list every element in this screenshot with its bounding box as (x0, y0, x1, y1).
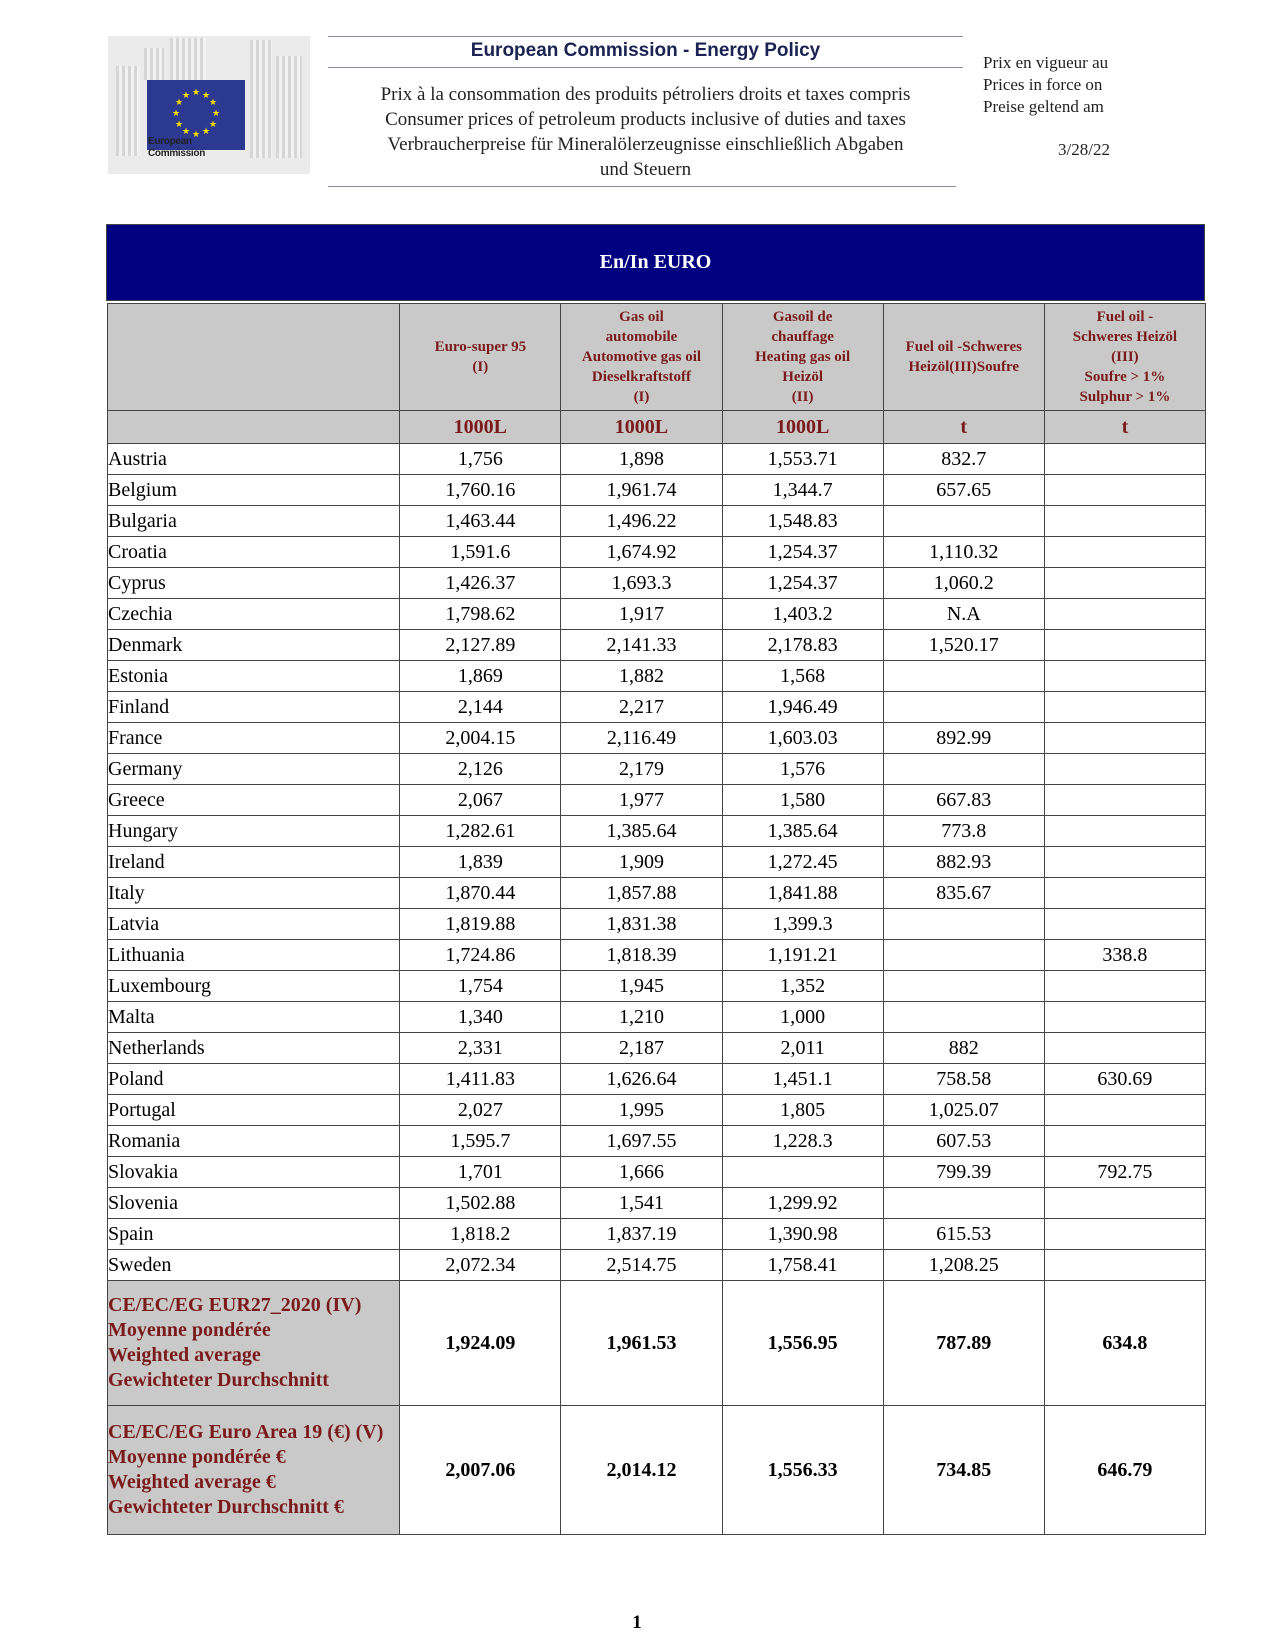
price-cell (1044, 1002, 1205, 1033)
eu27-average-label: CE/EC/EG EUR27_2020 (IV) Moyenne pondérée Weighted average Gewichteter Durchschnitt (108, 1281, 400, 1406)
price-cell: 1,724.86 (400, 940, 561, 971)
table-row (108, 444, 1206, 475)
price-cell: 1,909 (561, 847, 722, 878)
price-cell: 792.75 (1044, 1157, 1205, 1188)
country-name: Denmark (108, 630, 400, 661)
unit-label: t (883, 411, 1044, 444)
price-cell: 1,758.41 (722, 1250, 883, 1281)
country-name: Czechia (108, 599, 400, 630)
price-cell: 1,110.32 (883, 537, 1044, 568)
country-name: Italy (108, 878, 400, 909)
price-cell: 1,496.22 (561, 506, 722, 537)
average-value: 1,556.95 (722, 1281, 883, 1406)
price-cell: 2,027 (400, 1095, 561, 1126)
country-name: Latvia (108, 909, 400, 940)
price-cell (1044, 1126, 1205, 1157)
table-row (108, 1033, 1206, 1064)
price-cell: 1,352 (722, 971, 883, 1002)
price-cell: 1,272.45 (722, 847, 883, 878)
table-row (108, 1250, 1206, 1281)
country-name: Slovakia (108, 1157, 400, 1188)
price-cell: 2,141.33 (561, 630, 722, 661)
price-cell (1044, 537, 1205, 568)
table-row (108, 1064, 1206, 1095)
report-description: Prix à la consommation des produits pétroliers droits et taxes compris Consumer prices of petroleum products inclusive of duties and taxes Verbraucherpreise für Mineralölerzeugnisse einschließlich Abgaben und Steuern (380, 84, 911, 180)
price-cell: 1,399.3 (722, 909, 883, 940)
page-title: European Commission - Energy Policy (470, 40, 821, 61)
price-cell (1044, 692, 1205, 723)
price-cell: 1,818.2 (400, 1219, 561, 1250)
price-cell: 1,210 (561, 1002, 722, 1033)
table-row (108, 754, 1206, 785)
price-cell: 1,946.49 (722, 692, 883, 723)
price-cell: 1,674.92 (561, 537, 722, 568)
price-cell: 1,818.39 (561, 940, 722, 971)
price-cell: 1,819.88 (400, 909, 561, 940)
table-row (108, 940, 1206, 971)
price-cell: 758.58 (883, 1064, 1044, 1095)
country-name: Austria (108, 444, 400, 475)
average-value: 2,007.06 (400, 1406, 561, 1535)
average-value: 2,014.12 (561, 1406, 722, 1535)
country-name: Malta (108, 1002, 400, 1033)
price-cell: 1,760.16 (400, 475, 561, 506)
price-cell: 1,626.64 (561, 1064, 722, 1095)
eu-flag-icon: ★ ★ ★ ★ ★ ★ ★ ★ ★ ★ ★ ★ (147, 80, 245, 150)
price-cell: 2,187 (561, 1033, 722, 1064)
price-cell: 1,693.3 (561, 568, 722, 599)
unit-label: t (1044, 411, 1205, 444)
country-name: Bulgaria (108, 506, 400, 537)
european-commission-logo (108, 36, 310, 174)
price-cell: 1,426.37 (400, 568, 561, 599)
table-row (108, 1219, 1206, 1250)
price-cell: 1,870.44 (400, 878, 561, 909)
price-cell (1044, 878, 1205, 909)
price-cell: 657.65 (883, 475, 1044, 506)
table-row (108, 692, 1206, 723)
price-cell: 2,067 (400, 785, 561, 816)
price-cell: 832.7 (883, 444, 1044, 475)
country-name: Cyprus (108, 568, 400, 599)
price-cell (1044, 568, 1205, 599)
price-cell (1044, 1188, 1205, 1219)
price-cell: 1,385.64 (561, 816, 722, 847)
eu27-average-row (108, 1281, 1206, 1406)
table-row (108, 723, 1206, 754)
country-name: Finland (108, 692, 400, 723)
price-cell: 1,961.74 (561, 475, 722, 506)
header-rule-mid (328, 67, 963, 68)
price-cell (1044, 661, 1205, 692)
price-cell: 1,411.83 (400, 1064, 561, 1095)
price-cell: 799.39 (883, 1157, 1044, 1188)
price-cell: 607.53 (883, 1126, 1044, 1157)
price-cell: 2,217 (561, 692, 722, 723)
price-cell: 1,995 (561, 1095, 722, 1126)
price-cell: N.A (883, 599, 1044, 630)
country-name: Estonia (108, 661, 400, 692)
prices-in-force-label: Prix en vigueur au Prices in force on Preise geltend am (983, 53, 1109, 116)
table-row (108, 1188, 1206, 1219)
price-cell (1044, 785, 1205, 816)
corner-cell (108, 304, 400, 411)
price-cell (1044, 909, 1205, 940)
table-row (108, 816, 1206, 847)
country-name: Germany (108, 754, 400, 785)
price-cell (883, 692, 1044, 723)
table-row (108, 847, 1206, 878)
price-cell: 1,191.21 (722, 940, 883, 971)
table-row (108, 475, 1206, 506)
country-name: Luxembourg (108, 971, 400, 1002)
unit-label: 1000L (400, 411, 561, 444)
price-cell: 1,299.92 (722, 1188, 883, 1219)
country-name: Portugal (108, 1095, 400, 1126)
country-name: Hungary (108, 816, 400, 847)
price-cell: 2,004.15 (400, 723, 561, 754)
price-cell (883, 1002, 1044, 1033)
price-cell: 1,857.88 (561, 878, 722, 909)
price-cell (883, 661, 1044, 692)
average-value: 634.8 (1044, 1281, 1205, 1406)
price-cell: 835.67 (883, 878, 1044, 909)
price-cell: 1,882 (561, 661, 722, 692)
average-value: 646.79 (1044, 1406, 1205, 1535)
price-cell: 1,595.7 (400, 1126, 561, 1157)
header-rule-bottom (328, 186, 956, 187)
price-cell: 1,576 (722, 754, 883, 785)
price-cell (883, 754, 1044, 785)
price-cell: 1,520.17 (883, 630, 1044, 661)
column-header-fuel-oil-high-sulphur: Fuel oil - Schweres Heizöl (III) Soufre > 1% Sulphur > 1% (1044, 304, 1205, 411)
column-header-automotive-gas-oil: Gas oil automobile Automotive gas oil Dieselkraftstoff (I) (561, 304, 722, 411)
price-cell: 1,917 (561, 599, 722, 630)
column-header-fuel-oil-low-sulphur: Fuel oil -Schweres Heizöl(III)Soufre (883, 304, 1044, 411)
price-cell: 1,869 (400, 661, 561, 692)
price-cell: 1,977 (561, 785, 722, 816)
price-cell: 1,502.88 (400, 1188, 561, 1219)
price-cell: 1,568 (722, 661, 883, 692)
average-value: 787.89 (883, 1281, 1044, 1406)
price-cell: 1,697.55 (561, 1126, 722, 1157)
average-value: 1,924.09 (400, 1281, 561, 1406)
average-value: 1,961.53 (561, 1281, 722, 1406)
price-cell (1044, 754, 1205, 785)
table-row (108, 568, 1206, 599)
euro-area-average-row (108, 1406, 1206, 1535)
table-row (108, 506, 1206, 537)
price-cell: 1,839 (400, 847, 561, 878)
page-number: 1 (632, 1612, 642, 1633)
price-cell: 2,179 (561, 754, 722, 785)
price-cell (1044, 723, 1205, 754)
price-cell: 630.69 (1044, 1064, 1205, 1095)
header-rule-top (328, 36, 963, 37)
currency-banner: En/In EURO (106, 224, 1205, 301)
price-cell: 2,072.34 (400, 1250, 561, 1281)
table-row (108, 599, 1206, 630)
price-cell: 1,228.3 (722, 1126, 883, 1157)
price-cell: 2,514.75 (561, 1250, 722, 1281)
price-cell: 1,000 (722, 1002, 883, 1033)
logo-wordmark: European Commission (148, 136, 206, 159)
price-cell (722, 1157, 883, 1188)
country-name: Poland (108, 1064, 400, 1095)
table-row (108, 1126, 1206, 1157)
price-cell: 1,841.88 (722, 878, 883, 909)
price-cell: 338.8 (1044, 940, 1205, 971)
table-row (108, 1002, 1206, 1033)
country-name: Ireland (108, 847, 400, 878)
price-cell: 667.83 (883, 785, 1044, 816)
table-row (108, 785, 1206, 816)
table-row (108, 630, 1206, 661)
column-header-euro-super-95: Euro-super 95 (I) (400, 304, 561, 411)
prices-date: 3/28/22 (1058, 140, 1110, 159)
price-cell: 2,144 (400, 692, 561, 723)
price-cell (1044, 506, 1205, 537)
price-cell: 2,126 (400, 754, 561, 785)
price-cell (1044, 630, 1205, 661)
country-name: Romania (108, 1126, 400, 1157)
price-cell: 1,025.07 (883, 1095, 1044, 1126)
country-name: Netherlands (108, 1033, 400, 1064)
country-name: Spain (108, 1219, 400, 1250)
price-cell (1044, 475, 1205, 506)
price-cell (1044, 1033, 1205, 1064)
unit-label: 1000L (561, 411, 722, 444)
price-cell: 1,208.25 (883, 1250, 1044, 1281)
price-cell: 2,011 (722, 1033, 883, 1064)
country-name: Slovenia (108, 1188, 400, 1219)
price-cell: 1,945 (561, 971, 722, 1002)
euro-area-average-label: CE/EC/EG Euro Area 19 (€) (V) Moyenne pondérée € Weighted average € Gewichteter Durchschnitt € (108, 1406, 400, 1535)
country-name: Belgium (108, 475, 400, 506)
price-cell: 1,837.19 (561, 1219, 722, 1250)
price-cell: 1,591.6 (400, 537, 561, 568)
table-row (108, 971, 1206, 1002)
table-row (108, 537, 1206, 568)
price-cell: 1,463.44 (400, 506, 561, 537)
country-name: Sweden (108, 1250, 400, 1281)
price-cell: 1,666 (561, 1157, 722, 1188)
price-cell: 2,127.89 (400, 630, 561, 661)
price-cell (1044, 1219, 1205, 1250)
price-cell: 1,390.98 (722, 1219, 883, 1250)
price-cell (1044, 816, 1205, 847)
price-cell: 1,282.61 (400, 816, 561, 847)
table-row (108, 1095, 1206, 1126)
table-row (108, 909, 1206, 940)
price-cell: 2,331 (400, 1033, 561, 1064)
country-name: Croatia (108, 537, 400, 568)
price-cell: 1,580 (722, 785, 883, 816)
prices-table (107, 303, 1206, 1535)
average-value: 1,556.33 (722, 1406, 883, 1535)
price-cell: 615.53 (883, 1219, 1044, 1250)
price-cell (883, 909, 1044, 940)
price-cell: 1,541 (561, 1188, 722, 1219)
price-cell (1044, 847, 1205, 878)
price-cell: 1,754 (400, 971, 561, 1002)
price-cell (883, 1188, 1044, 1219)
price-cell (1044, 1250, 1205, 1281)
price-cell: 1,254.37 (722, 568, 883, 599)
unit-label: 1000L (722, 411, 883, 444)
price-cell: 1,451.1 (722, 1064, 883, 1095)
table-row (108, 1157, 1206, 1188)
average-value: 734.85 (883, 1406, 1044, 1535)
price-cell: 1,385.64 (722, 816, 883, 847)
price-cell: 1,553.71 (722, 444, 883, 475)
price-cell: 882.93 (883, 847, 1044, 878)
price-cell: 892.99 (883, 723, 1044, 754)
price-cell: 1,805 (722, 1095, 883, 1126)
price-cell (1044, 444, 1205, 475)
price-cell (883, 971, 1044, 1002)
price-cell: 1,898 (561, 444, 722, 475)
column-header-heating-gas-oil: Gasoil de chauffage Heating gas oil Heizöl (II) (722, 304, 883, 411)
table-row (108, 661, 1206, 692)
price-cell (1044, 1095, 1205, 1126)
price-cell: 1,344.7 (722, 475, 883, 506)
price-cell: 1,060.2 (883, 568, 1044, 599)
price-cell: 1,701 (400, 1157, 561, 1188)
unit-corner-cell (108, 411, 400, 444)
price-cell: 1,756 (400, 444, 561, 475)
price-cell: 773.8 (883, 816, 1044, 847)
price-cell: 1,403.2 (722, 599, 883, 630)
country-name: Lithuania (108, 940, 400, 971)
price-cell: 1,603.03 (722, 723, 883, 754)
price-cell: 1,831.38 (561, 909, 722, 940)
table-row (108, 878, 1206, 909)
country-name: France (108, 723, 400, 754)
price-cell (1044, 971, 1205, 1002)
price-cell: 1,340 (400, 1002, 561, 1033)
price-cell (883, 940, 1044, 971)
price-cell: 1,254.37 (722, 537, 883, 568)
price-cell: 1,798.62 (400, 599, 561, 630)
price-cell: 2,178.83 (722, 630, 883, 661)
price-cell (1044, 599, 1205, 630)
price-cell: 1,548.83 (722, 506, 883, 537)
price-cell: 882 (883, 1033, 1044, 1064)
price-cell: 2,116.49 (561, 723, 722, 754)
price-cell (883, 506, 1044, 537)
country-name: Greece (108, 785, 400, 816)
